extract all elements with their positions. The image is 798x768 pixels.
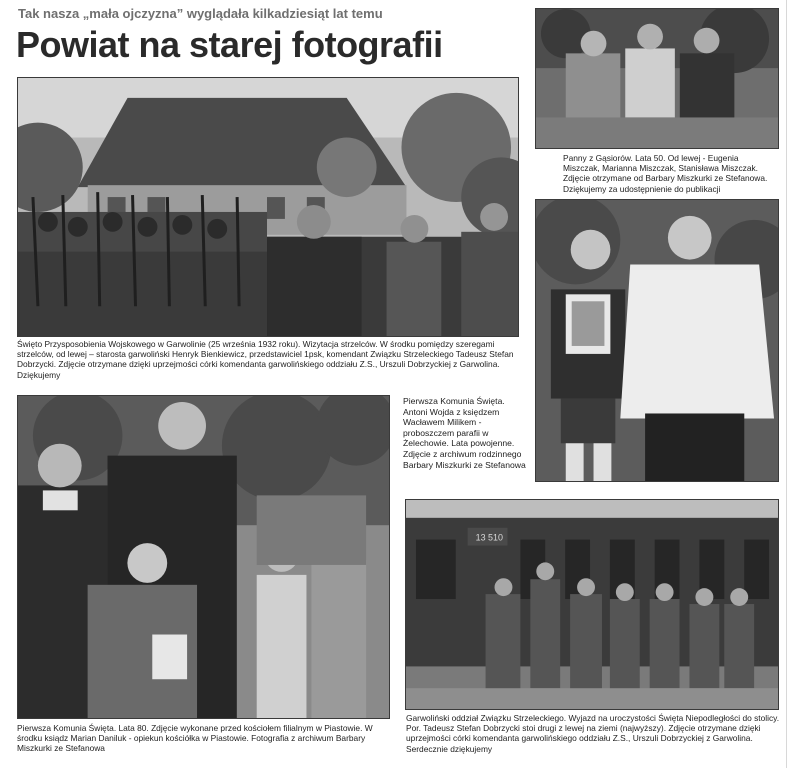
caption-military-holiday: Święto Przysposobienia Wojskowego w Garwolinie (25 września 1932 roku). Wizytacja strzelców. W środku pomiędzy szeregami strzelców, od lewej – starosta garwoliński Henryk Bienkiewicz, przedstawiciel 1psk, komendant Związku Strzeleckiego Tadeusz Stefan Dobrzycki. Zdjęcie otrzymane dzięki uprzejmości córki komendanta garwolińskiego oddziału Z.S., Urszuli Dobrzyckiej z Garwolina. Dziękujemy bbox=[17, 339, 514, 380]
photo-panny-image bbox=[536, 9, 778, 148]
kicker: Tak nasza „mała ojczyzna” wyglądała kilkadziesiąt lat temu bbox=[18, 6, 383, 21]
photo-first-communion-piastow bbox=[17, 395, 390, 719]
train-number: 13 510 bbox=[475, 532, 503, 543]
photo-riflemen-train bbox=[405, 499, 779, 710]
photo-first-communion-wojda-image bbox=[536, 200, 778, 481]
photo-military-holiday bbox=[17, 77, 519, 337]
photo-military-holiday-image bbox=[18, 78, 518, 336]
photo-panny bbox=[535, 8, 779, 149]
photo-first-communion-wojda bbox=[535, 199, 779, 482]
scan-edge-line bbox=[786, 0, 787, 768]
caption-riflemen-train: Garwoliński oddział Związku Strzeleckiego. Wyjazd na uroczystości Święta Niepodległości do stolicy. Por. Tadeusz Stefan Dobrzycki stoi drugi z lewej na ziemi (najwyższy). Zdjęcie otrzymane dzięki uprzejmości córki komendanta garwolińskiego oddziału Z.S., Urszuli Dobrzyckiej z Garwolina. Serdecznie dziękujemy bbox=[406, 713, 780, 754]
caption-first-communion-wojda: Pierwsza Komunia Święta. Antoni Wojda z księdzem Wacławem Milikem - proboszczem parafii w Żelechowie. Lata powojenne. Zdjęcie z archiwum rodzinnego Barbary Miszkurki ze Stefanowa bbox=[403, 396, 526, 470]
photo-riflemen-train-image bbox=[406, 500, 778, 709]
page-title: Powiat na starej fotografii bbox=[16, 24, 443, 65]
caption-panny: Panny z Gąsiorów. Lata 50. Od lewej - Eugenia Miszczak, Marianna Miszczak, Stanisława Miszczak. Zdjęcie otrzymane od Barbary Miszkurki ze Stefanowa. Dziękujemy za udostępnienie do publikacji bbox=[563, 153, 768, 194]
caption-first-communion-piastow: Pierwsza Komunia Święta. Lata 80. Zdjęcie wykonane przed kościołem filialnym w Piastowie. W środku ksiądz Marian Daniluk - opiekun kościółka w Piastowie. Fotografia z archiwum Barbary Miszkurki ze Stefanowa bbox=[17, 723, 373, 754]
photo-first-communion-piastow-image bbox=[18, 396, 389, 718]
